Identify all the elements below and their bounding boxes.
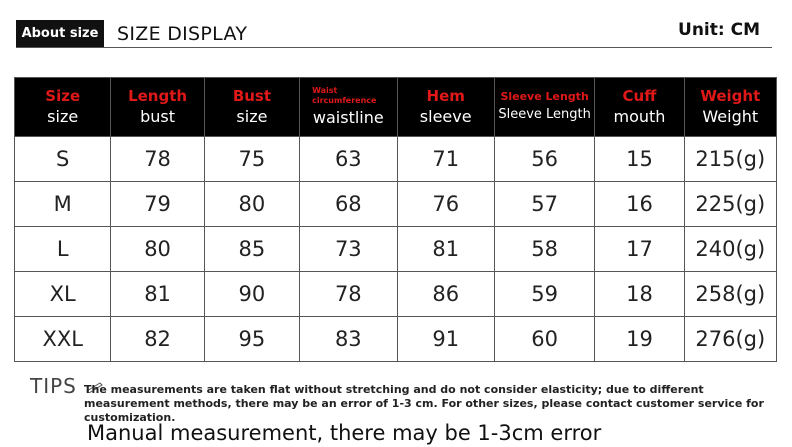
column-header-label: Size — [45, 87, 81, 105]
table-cell: 56 — [494, 137, 594, 182]
table-cell: 79 — [111, 182, 204, 227]
column-header-sublabel: size — [236, 107, 268, 126]
table-cell: 60 — [494, 317, 594, 362]
table-cell: XL — [15, 272, 111, 317]
table-cell: 240(g) — [684, 227, 776, 272]
column-header-label: Length — [128, 87, 188, 105]
column-header-sublabel: sleeve — [419, 107, 472, 126]
column-header-sleeve-length — [494, 78, 594, 137]
table-cell: 63 — [300, 137, 397, 182]
column-header-label: Sleeve Length — [500, 89, 589, 103]
size-table — [14, 77, 777, 362]
table-cell: 73 — [300, 227, 397, 272]
table-cell: 258(g) — [684, 272, 776, 317]
table-cell: 83 — [300, 317, 397, 362]
table-row — [15, 137, 777, 182]
column-header-weight — [684, 78, 776, 137]
table-row — [15, 272, 777, 317]
table-cell: L — [15, 227, 111, 272]
column-header-sublabel: size — [47, 107, 79, 126]
table-cell: 68 — [300, 182, 397, 227]
table-cell: 215(g) — [684, 137, 776, 182]
table-cell: 95 — [204, 317, 299, 362]
column-header-label: Cuff — [622, 87, 657, 105]
table-cell: 80 — [204, 182, 299, 227]
column-header-sublabel: Weight — [702, 107, 759, 126]
table-cell: 225(g) — [684, 182, 776, 227]
table-cell: 17 — [595, 227, 684, 272]
tips-text: The measurements are taken flat without stretching and do not consider elasticity; due to different measurement methods, there may be an error of 1-3 cm. For other sizes, please contact customer service for customization. — [84, 383, 764, 424]
size-badge: About size — [16, 20, 104, 48]
table-cell: 80 — [111, 227, 204, 272]
table-cell: 81 — [397, 227, 494, 272]
column-header-hem — [397, 78, 494, 137]
table-row — [15, 182, 777, 227]
table-cell: 90 — [204, 272, 299, 317]
table-cell: 85 — [204, 227, 299, 272]
table-cell: 18 — [595, 272, 684, 317]
table-cell: 75 — [204, 137, 299, 182]
header-divider — [16, 47, 772, 48]
table-cell: 16 — [595, 182, 684, 227]
table-cell: 91 — [397, 317, 494, 362]
column-header-sublabel: Sleeve Length — [498, 106, 591, 122]
page-title: SIZE DISPLAY — [117, 23, 248, 45]
column-header-sublabel: bust — [140, 107, 176, 126]
table-cell: 81 — [111, 272, 204, 317]
table-cell: S — [15, 137, 111, 182]
column-header-label: Waist circumference — [312, 86, 377, 105]
column-header-size — [15, 78, 111, 137]
column-header-label: Weight — [700, 87, 761, 105]
unit-label: Unit: CM — [678, 20, 760, 40]
table-cell: 19 — [595, 317, 684, 362]
table-cell: 71 — [397, 137, 494, 182]
table-cell: 57 — [494, 182, 594, 227]
table-row — [15, 227, 777, 272]
table-cell: 58 — [494, 227, 594, 272]
table-cell: XXL — [15, 317, 111, 362]
table-cell: M — [15, 182, 111, 227]
table-cell: 276(g) — [684, 317, 776, 362]
column-header-sublabel: mouth — [613, 107, 666, 126]
tips-label: TIPS — [30, 374, 77, 398]
table-header-row — [15, 78, 777, 137]
footer-note: Manual measurement, there may be 1-3cm error — [87, 421, 602, 445]
column-header-waist — [300, 78, 397, 137]
table-cell: 82 — [111, 317, 204, 362]
table-cell: 78 — [300, 272, 397, 317]
table-cell: 59 — [494, 272, 594, 317]
table-cell: 78 — [111, 137, 204, 182]
table-cell: 76 — [397, 182, 494, 227]
table-row — [15, 317, 777, 362]
column-header-cuff — [595, 78, 684, 137]
column-header-bust — [204, 78, 299, 137]
table-cell: 86 — [397, 272, 494, 317]
column-header-length — [111, 78, 204, 137]
column-header-label: Bust — [232, 87, 272, 105]
column-header-sublabel: waistline — [312, 108, 384, 127]
table-cell: 15 — [595, 137, 684, 182]
column-header-label: Hem — [426, 87, 465, 105]
